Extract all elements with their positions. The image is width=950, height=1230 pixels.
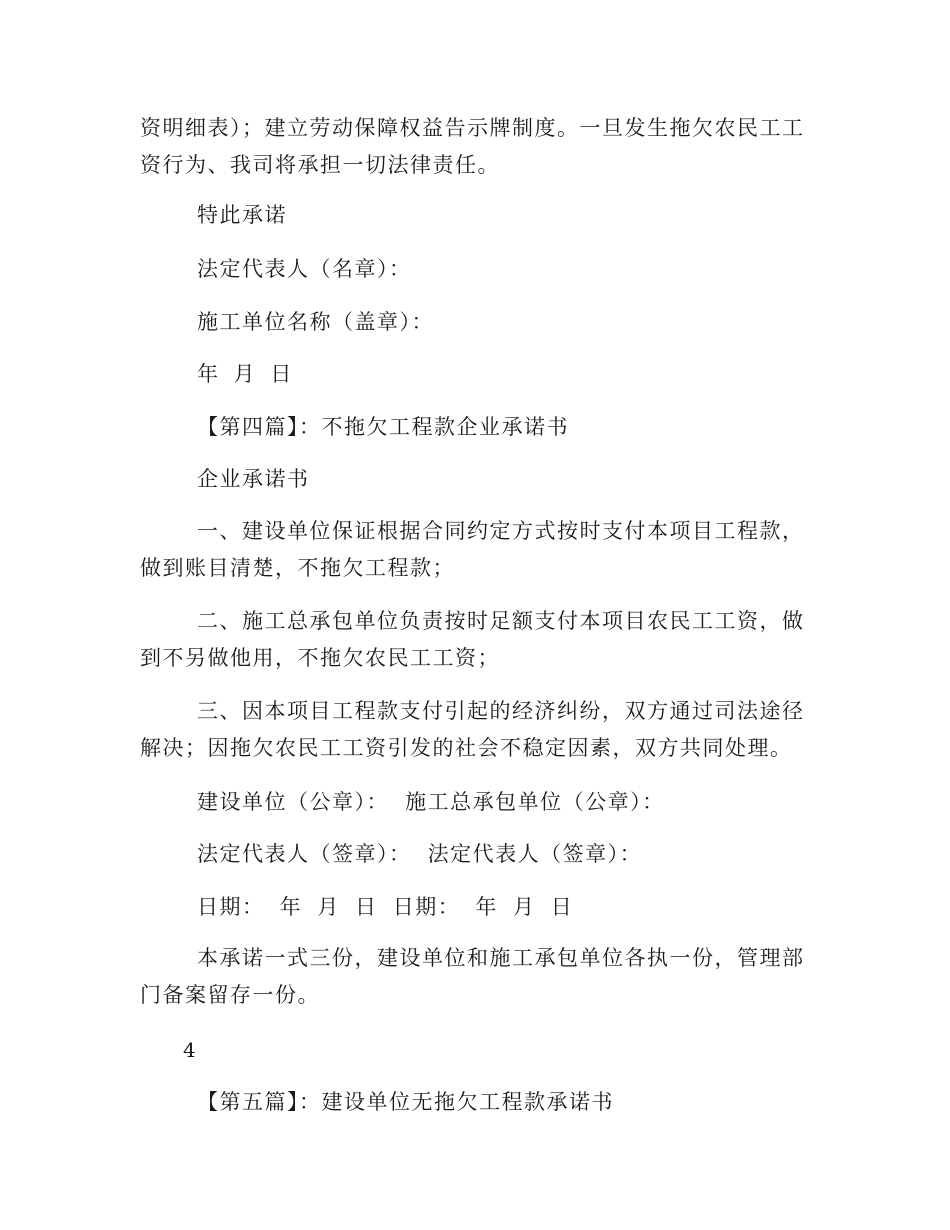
- legal-rep-name-line: 法定代表人（名章）：: [197, 257, 412, 281]
- rep-sign-line: 法定代表人（签章）： 法定代表人（签章）：: [197, 842, 643, 866]
- page-number: 4: [183, 1038, 196, 1062]
- date-line-2: 日期： 年 月 日 日期： 年 月 日: [197, 895, 574, 919]
- seal-line: 建设单位（公章）： 施工总承包单位（公章）：: [197, 790, 665, 814]
- section4-heading: 【第四篇】：不拖欠工程款企业承诺书: [197, 415, 569, 439]
- section4-title: 企业承诺书: [197, 467, 310, 491]
- item-2: 二、施工总承包单位负责按时足额支付本项目农民工工资，做到不另做他用，不拖欠农民工工资；: [140, 609, 805, 670]
- section5-heading: 【第五篇】：建设单位无拖欠工程款承诺书: [197, 1090, 614, 1114]
- copies-note: 本承诺一式三份，建设单位和施工承包单位各执一份，管理部门备案留存一份。: [140, 946, 805, 1007]
- continued-paragraph: 资明细表）；建立劳动保障权益告示牌制度。一旦发生拖欠农民工工资行为、我司将承担一切法律责任。: [140, 116, 805, 177]
- date-line-1: 年 月 日: [197, 362, 293, 386]
- item-3: 三、因本项目工程款支付引起的经济纠纷，双方通过司法途径解决；因拖欠农民工工资引发的社会不稳定因素，双方共同处理。: [140, 699, 805, 760]
- item-1: 一、建设单位保证根据合同约定方式按时支付本项目工程款，做到账目清楚，不拖欠工程款；: [140, 519, 805, 580]
- closing-text: 特此承诺: [197, 203, 287, 227]
- construction-unit-name-line: 施工单位名称（盖章）：: [197, 310, 434, 334]
